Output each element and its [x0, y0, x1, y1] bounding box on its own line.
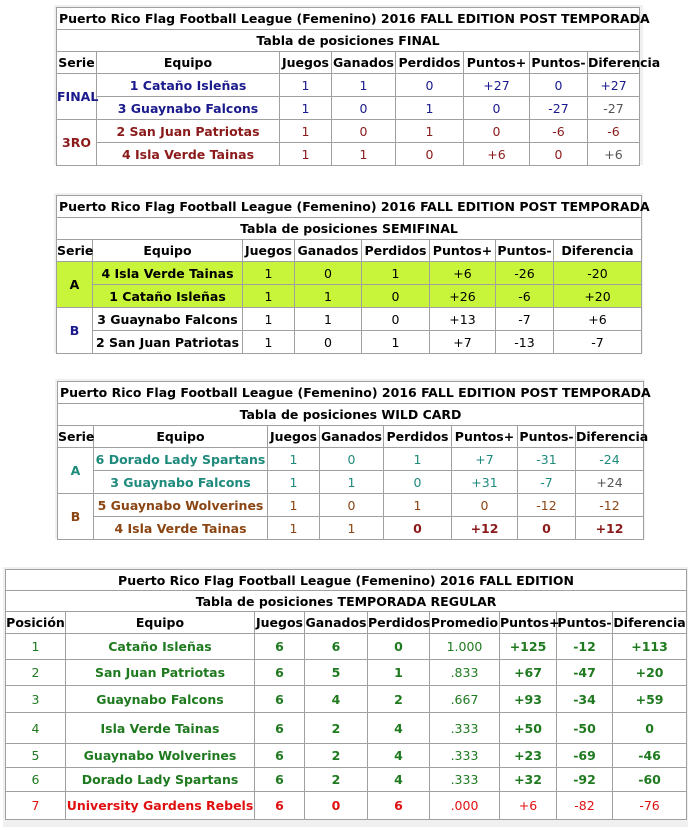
- cell: +6: [588, 143, 640, 166]
- cell: 6: [255, 660, 305, 686]
- cell: 6: [305, 634, 368, 660]
- cell: -27: [530, 97, 588, 120]
- cell: 6: [255, 744, 305, 768]
- table-row: [57, 331, 642, 354]
- cell: 1: [332, 143, 396, 166]
- position-cell: 4: [6, 713, 66, 744]
- table-row: [6, 686, 687, 713]
- cell: +50: [500, 713, 557, 744]
- cell: -24: [576, 448, 644, 471]
- cell: 1: [396, 97, 464, 120]
- cell: .333: [430, 744, 500, 768]
- cell: 4: [368, 768, 430, 792]
- team-name: 1 Cataño Isleñas: [93, 285, 243, 308]
- cell: -20: [554, 262, 642, 285]
- cell: 0: [362, 308, 430, 331]
- table-row: [6, 713, 687, 744]
- serie-group: A: [57, 262, 93, 308]
- col-header-posicion: Posición: [6, 612, 66, 634]
- col-header-juegos: Juegos: [268, 426, 320, 448]
- col-header-promedio: Promedio: [430, 612, 500, 634]
- cell: 0: [384, 471, 452, 494]
- table-row: [57, 285, 642, 308]
- col-header-juegos: Juegos: [255, 612, 305, 634]
- col-header-serie: Serie: [58, 426, 94, 448]
- cell: +7: [430, 331, 496, 354]
- col-header-perdidos: Perdidos: [396, 52, 464, 74]
- cell: 1: [320, 517, 384, 540]
- cell: -46: [613, 744, 687, 768]
- cell: 0: [305, 792, 368, 820]
- col-header-perdidos: Perdidos: [384, 426, 452, 448]
- cell: 1: [320, 471, 384, 494]
- cell: 0: [295, 262, 362, 285]
- cell: +125: [500, 634, 557, 660]
- cell: .667: [430, 686, 500, 713]
- cell: .333: [430, 713, 500, 744]
- col-header-perdidos: Perdidos: [362, 240, 430, 262]
- cell: +59: [613, 686, 687, 713]
- serie-group: 3RO: [57, 120, 97, 166]
- cell: 1: [332, 74, 396, 97]
- col-header-perdidos: Perdidos: [368, 612, 430, 634]
- semifinal-subtitle: Tabla de posiciones SEMIFINAL: [57, 218, 642, 240]
- position-cell: 7: [6, 792, 66, 820]
- table-row: [57, 308, 642, 331]
- cell: +20: [554, 285, 642, 308]
- cell: +12: [452, 517, 518, 540]
- team-name: 4 Isla Verde Tainas: [93, 262, 243, 285]
- wildcard-standings-table: [57, 381, 651, 540]
- cell: +6: [430, 262, 496, 285]
- position-cell: 1: [6, 634, 66, 660]
- table-row: [6, 660, 687, 686]
- cell: +93: [500, 686, 557, 713]
- cell: 1: [243, 331, 295, 354]
- col-header-serie: Serie: [57, 52, 97, 74]
- cell: 1: [280, 74, 332, 97]
- cell: 1: [295, 285, 362, 308]
- table-row: [6, 744, 687, 768]
- table-row: [58, 448, 644, 471]
- col-header-puntos-minus: Puntos-: [530, 52, 588, 74]
- cell: +31: [452, 471, 518, 494]
- cell: -69: [557, 744, 613, 768]
- col-header-ganados: Ganados: [320, 426, 384, 448]
- position-cell: 3: [6, 686, 66, 713]
- cell: +13: [430, 308, 496, 331]
- final-subtitle: Tabla de posiciones FINAL: [57, 30, 640, 52]
- serie-group: FINAL: [57, 74, 97, 120]
- cell: 1: [384, 448, 452, 471]
- col-header-equipo: Equipo: [93, 240, 243, 262]
- col-header-diferencia: Diferencia: [576, 426, 644, 448]
- col-header-equipo: Equipo: [97, 52, 280, 74]
- cell: 1: [268, 517, 320, 540]
- cell: .833: [430, 660, 500, 686]
- semifinal-standings-table: [56, 195, 650, 354]
- cell: -26: [496, 262, 554, 285]
- cell: 0: [464, 120, 530, 143]
- cell: 0: [368, 634, 430, 660]
- cell: +26: [430, 285, 496, 308]
- regular-subtitle: Tabla de posiciones TEMPORADA REGULAR: [6, 591, 687, 612]
- table-row: [6, 768, 687, 792]
- cell: -6: [496, 285, 554, 308]
- table-row: [6, 634, 687, 660]
- team-name: 4 Isla Verde Tainas: [97, 143, 280, 166]
- cell: 1.000: [430, 634, 500, 660]
- cell: -6: [530, 120, 588, 143]
- cell: -12: [518, 494, 576, 517]
- cell: 0: [332, 97, 396, 120]
- table-row: [57, 97, 640, 120]
- cell: 1: [268, 471, 320, 494]
- col-header-puntos-minus: Puntos-: [496, 240, 554, 262]
- cell: 1: [362, 331, 430, 354]
- cell: +6: [464, 143, 530, 166]
- cell: +12: [576, 517, 644, 540]
- cell: -12: [576, 494, 644, 517]
- table-row: [57, 143, 640, 166]
- cell: 1: [368, 660, 430, 686]
- cell: +6: [554, 308, 642, 331]
- cell: +20: [613, 660, 687, 686]
- col-header-serie: Serie: [57, 240, 93, 262]
- cell: -13: [496, 331, 554, 354]
- cell: 1: [243, 308, 295, 331]
- cell: +24: [576, 471, 644, 494]
- cell: 0: [613, 713, 687, 744]
- team-name: 2 San Juan Patriotas: [93, 331, 243, 354]
- team-name: 3 Guaynabo Falcons: [97, 97, 280, 120]
- cell: -27: [588, 97, 640, 120]
- cell: 1: [362, 262, 430, 285]
- col-header-puntos-plus: Puntos+: [464, 52, 530, 74]
- cell: -12: [557, 634, 613, 660]
- cell: 0: [452, 494, 518, 517]
- cell: -60: [613, 768, 687, 792]
- cell: 0: [332, 120, 396, 143]
- cell: 2: [368, 686, 430, 713]
- cell: -50: [557, 713, 613, 744]
- cell: -92: [557, 768, 613, 792]
- team-name: Cataño Isleñas: [66, 634, 255, 660]
- col-header-puntos-minus: Puntos-: [518, 426, 576, 448]
- cell: 1: [268, 494, 320, 517]
- col-header-puntos-minus: Puntos-: [557, 612, 613, 634]
- team-name: University Gardens Rebels: [66, 792, 255, 820]
- cell: -6: [588, 120, 640, 143]
- col-header-ganados: Ganados: [305, 612, 368, 634]
- wildcard-subtitle: Tabla de posiciones WILD CARD: [58, 404, 644, 426]
- team-name: Isla Verde Tainas: [66, 713, 255, 744]
- cell: +7: [452, 448, 518, 471]
- table-row: [57, 120, 640, 143]
- cell: +32: [500, 768, 557, 792]
- cell: +6: [500, 792, 557, 820]
- cell: -7: [554, 331, 642, 354]
- col-header-equipo: Equipo: [66, 612, 255, 634]
- cell: +113: [613, 634, 687, 660]
- cell: 0: [384, 517, 452, 540]
- col-header-diferencia: Diferencia: [554, 240, 642, 262]
- cell: 6: [368, 792, 430, 820]
- final-standings-table: [56, 7, 661, 166]
- position-cell: 2: [6, 660, 66, 686]
- cell: 4: [368, 713, 430, 744]
- cell: .000: [430, 792, 500, 820]
- serie-group: B: [57, 308, 93, 354]
- cell: 0: [464, 97, 530, 120]
- cell: 0: [320, 448, 384, 471]
- team-name: 3 Guaynabo Falcons: [94, 471, 268, 494]
- team-name: 5 Guaynabo Wolverines: [94, 494, 268, 517]
- cell: 6: [255, 768, 305, 792]
- cell: 1: [268, 448, 320, 471]
- team-name: 1 Cataño Isleñas: [97, 74, 280, 97]
- regular-title: Puerto Rico Flag Football League (Femenino) 2016 FALL EDITION: [6, 570, 687, 591]
- cell: 4: [368, 744, 430, 768]
- cell: 0: [396, 143, 464, 166]
- team-name: 6 Dorado Lady Spartans: [94, 448, 268, 471]
- cell: 0: [295, 331, 362, 354]
- team-name: 2 San Juan Patriotas: [97, 120, 280, 143]
- cell: 1: [280, 97, 332, 120]
- cell: -7: [518, 471, 576, 494]
- col-header-diferencia: Diferencia: [613, 612, 687, 634]
- wildcard-title: Puerto Rico Flag Football League (Femenino) 2016 FALL EDITION POST TEMPORADA: [58, 382, 644, 404]
- cell: 6: [255, 713, 305, 744]
- team-name: Guaynabo Wolverines: [66, 744, 255, 768]
- cell: 0: [362, 285, 430, 308]
- table-row: [6, 792, 687, 820]
- team-name: 3 Guaynabo Falcons: [93, 308, 243, 331]
- cell: +27: [464, 74, 530, 97]
- cell: 6: [255, 792, 305, 820]
- col-header-puntos-plus: Puntos+: [452, 426, 518, 448]
- cell: 1: [295, 308, 362, 331]
- cell: -47: [557, 660, 613, 686]
- cell: 0: [396, 74, 464, 97]
- col-header-ganados: Ganados: [295, 240, 362, 262]
- cell: -7: [496, 308, 554, 331]
- team-name: Guaynabo Falcons: [66, 686, 255, 713]
- cell: 0: [530, 74, 588, 97]
- cell: 1: [280, 143, 332, 166]
- cell: +27: [588, 74, 640, 97]
- cell: 1: [243, 285, 295, 308]
- cell: 1: [280, 120, 332, 143]
- table-row: [57, 262, 642, 285]
- cell: 0: [320, 494, 384, 517]
- cell: 4: [305, 686, 368, 713]
- team-name: San Juan Patriotas: [66, 660, 255, 686]
- serie-group: B: [58, 494, 94, 540]
- cell: -76: [613, 792, 687, 820]
- cell: 2: [305, 768, 368, 792]
- cell: 1: [396, 120, 464, 143]
- col-header-juegos: Juegos: [280, 52, 332, 74]
- position-cell: 5: [6, 744, 66, 768]
- team-name: 4 Isla Verde Tainas: [94, 517, 268, 540]
- position-cell: 6: [6, 768, 66, 792]
- regular-season-standings-table: [5, 569, 687, 820]
- cell: 0: [518, 517, 576, 540]
- cell: -82: [557, 792, 613, 820]
- cell: +23: [500, 744, 557, 768]
- final-title: Puerto Rico Flag Football League (Femenino) 2016 FALL EDITION POST TEMPORADA: [57, 8, 640, 30]
- col-header-diferencia: Diferencia: [588, 52, 640, 74]
- semifinal-title: Puerto Rico Flag Football League (Femenino) 2016 FALL EDITION POST TEMPORADA: [57, 196, 642, 218]
- cell: 0: [530, 143, 588, 166]
- cell: -31: [518, 448, 576, 471]
- serie-group: A: [58, 448, 94, 494]
- col-header-puntos-plus: Puntos+: [500, 612, 557, 634]
- table-row: [58, 517, 644, 540]
- cell: -34: [557, 686, 613, 713]
- col-header-ganados: Ganados: [332, 52, 396, 74]
- cell: .333: [430, 768, 500, 792]
- table-row: [58, 471, 644, 494]
- cell: 6: [255, 634, 305, 660]
- table-row: [58, 494, 644, 517]
- cell: 6: [255, 686, 305, 713]
- team-name: Dorado Lady Spartans: [66, 768, 255, 792]
- cell: 5: [305, 660, 368, 686]
- col-header-equipo: Equipo: [94, 426, 268, 448]
- cell: 1: [384, 494, 452, 517]
- cell: 2: [305, 744, 368, 768]
- col-header-puntos-plus: Puntos+: [430, 240, 496, 262]
- cell: 1: [243, 262, 295, 285]
- table-row: [57, 74, 640, 97]
- cell: 2: [305, 713, 368, 744]
- cell: +67: [500, 660, 557, 686]
- col-header-juegos: Juegos: [243, 240, 295, 262]
